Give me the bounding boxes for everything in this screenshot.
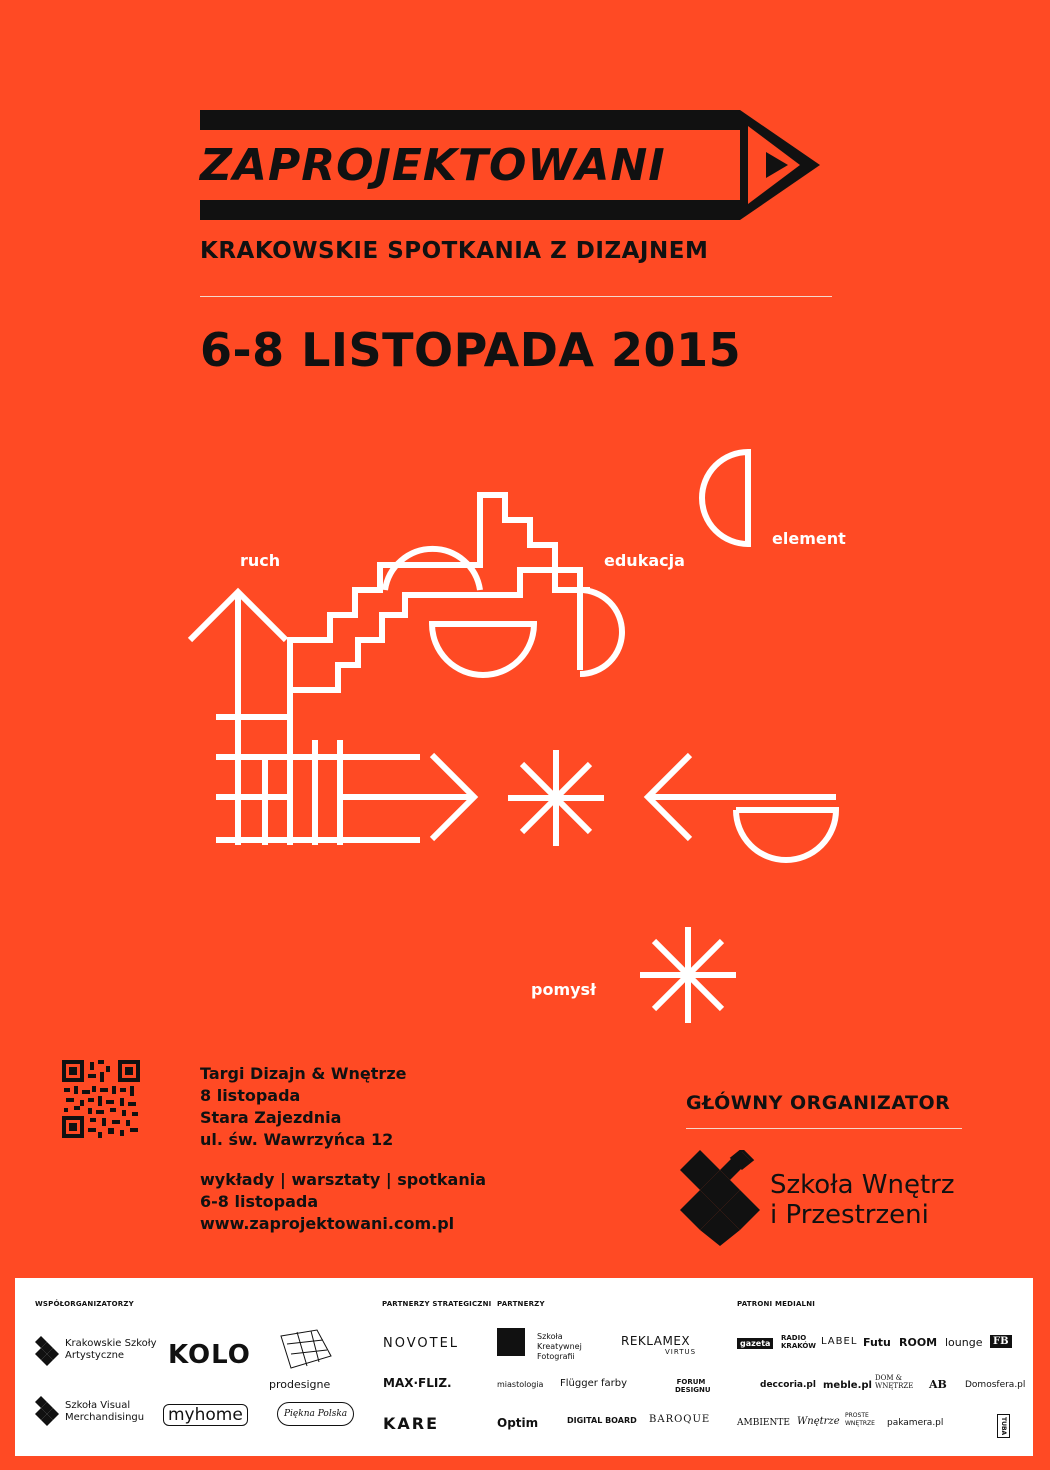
logo-meble: meble.pl	[823, 1380, 872, 1391]
logo-ksa: Krakowskie Szkoły Artystyczne	[65, 1338, 157, 1361]
program-line: 6-8 listopada	[200, 1192, 319, 1211]
partner-badge-icon	[497, 1328, 525, 1356]
bowl-shape	[432, 624, 534, 675]
venue-line: 8 listopada	[200, 1086, 301, 1105]
event-dates: 6-8 LISTOPADA 2015	[200, 323, 742, 377]
logo-radio-krakow: RADIO KRAKÓW	[781, 1334, 817, 1350]
logo-deccoria: deccoria.pl	[760, 1380, 816, 1390]
logo-forum-designu: FORUM DESIGNU	[675, 1378, 711, 1394]
logo-kolo: KOLO	[168, 1340, 251, 1370]
venue-line: ul. św. Wawrzyńca 12	[200, 1130, 394, 1149]
media-heading: PATRONI MEDIALNI	[737, 1300, 816, 1308]
venue-line: Targi Dizajn & Wnętrze	[200, 1064, 407, 1083]
logo-optim: Optim	[497, 1416, 539, 1430]
program-line: wykłady | warsztaty | spotkania	[200, 1170, 486, 1189]
logo-visual: Szkoła Visual Merchandisingu	[65, 1400, 145, 1423]
organizer-name-line: i Przestrzeni	[770, 1200, 929, 1230]
logo-flugger: Flügger farby	[560, 1378, 628, 1389]
venue-info	[200, 1063, 406, 1151]
logo-reklamex: REKLAMEX	[621, 1334, 691, 1348]
word-ruch: ruch	[240, 551, 281, 570]
partners-heading: PARTNERZY	[497, 1300, 545, 1308]
arrow-left-icon	[648, 755, 836, 839]
organizer-name	[770, 1170, 955, 1230]
d-shape	[702, 452, 748, 544]
design-illustration	[0, 420, 1050, 1040]
prodesigne-logo-icon	[277, 1326, 335, 1372]
logo-proste-wnetrze: PROSTE WNĘTRZE	[845, 1412, 875, 1427]
partners-footer	[15, 1278, 1033, 1456]
logo-text: ZAPROJEKTOWANI	[200, 140, 666, 191]
logo-skf: Szkoła Kreatywnej Fotografii	[537, 1332, 582, 1361]
ksa-logo-icon	[35, 1336, 59, 1366]
logo-myhome: myhome	[163, 1404, 248, 1426]
logo-wnetrze: Wnętrze	[797, 1416, 840, 1427]
logo-domosfera: Domosfera.pl	[965, 1380, 1026, 1390]
logo-room: ROOM	[899, 1336, 938, 1349]
half-disc	[736, 810, 836, 860]
logo-virtus: VIRTUS	[665, 1348, 697, 1356]
logo-prodesigne: prodesigne	[269, 1378, 331, 1391]
logo-ambiente: AMBIENTE	[737, 1418, 790, 1428]
organizer-heading: GŁÓWNY ORGANIZATOR	[686, 1092, 951, 1114]
website-link[interactable]: www.zaprojektowani.com.pl	[200, 1214, 455, 1233]
divider	[200, 296, 832, 297]
strategic-heading: PARTNERZY STRATEGICZNI	[382, 1300, 492, 1308]
logo-label: LABEL	[821, 1336, 858, 1347]
logo-kare: KARE	[383, 1414, 440, 1433]
organizer-divider	[686, 1128, 962, 1129]
logo-tuba: TUBA	[997, 1414, 1010, 1438]
event-logo	[200, 104, 822, 226]
word-edukacja: edukacja	[604, 551, 685, 570]
logo-lounge: lounge	[945, 1336, 983, 1349]
organizer-name-line: Szkoła Wnętrz	[770, 1170, 955, 1200]
logo-maxfliz: MAX·FLIZ.	[383, 1376, 452, 1390]
asterisk-icon	[508, 750, 604, 846]
word-pomysl: pomysł	[531, 980, 597, 999]
logo-gazeta: gazeta	[737, 1338, 773, 1349]
visual-logo-icon	[35, 1396, 59, 1426]
asterisk-icon-2	[640, 927, 736, 1023]
qr-code[interactable]	[62, 1060, 140, 1138]
logo-baroque: BAROQUE	[649, 1414, 711, 1425]
coorganizers-heading: WSPÓŁORGANIZATORZY	[35, 1300, 134, 1308]
logo-pakamera: pakamera.pl	[887, 1418, 944, 1428]
logo-piekna-polska: Piękna Polska	[277, 1402, 354, 1426]
event-subtitle: KRAKOWSKIE SPOTKANIA Z DIZAJNEM	[200, 238, 709, 264]
logo-digital-board: DIGITAL BOARD	[567, 1416, 637, 1425]
venue-line: Stara Zajezdnia	[200, 1108, 342, 1127]
logo-novotel: NOVOTEL	[383, 1336, 460, 1351]
word-element: element	[772, 529, 846, 548]
arrow-right-icon	[340, 755, 474, 839]
logo-futu: Futu	[863, 1336, 891, 1349]
program-info	[200, 1169, 486, 1235]
half-circle-right	[580, 590, 622, 674]
organizer-logo-icon	[680, 1150, 760, 1246]
semicircle-top	[385, 549, 480, 590]
logo-dom-wnetrze: DOM & WNĘTRZE	[875, 1374, 914, 1390]
logo-ab: AB	[929, 1378, 947, 1391]
logo-miastologia: miastologia	[497, 1380, 544, 1389]
logo-fb: FB	[990, 1335, 1012, 1348]
